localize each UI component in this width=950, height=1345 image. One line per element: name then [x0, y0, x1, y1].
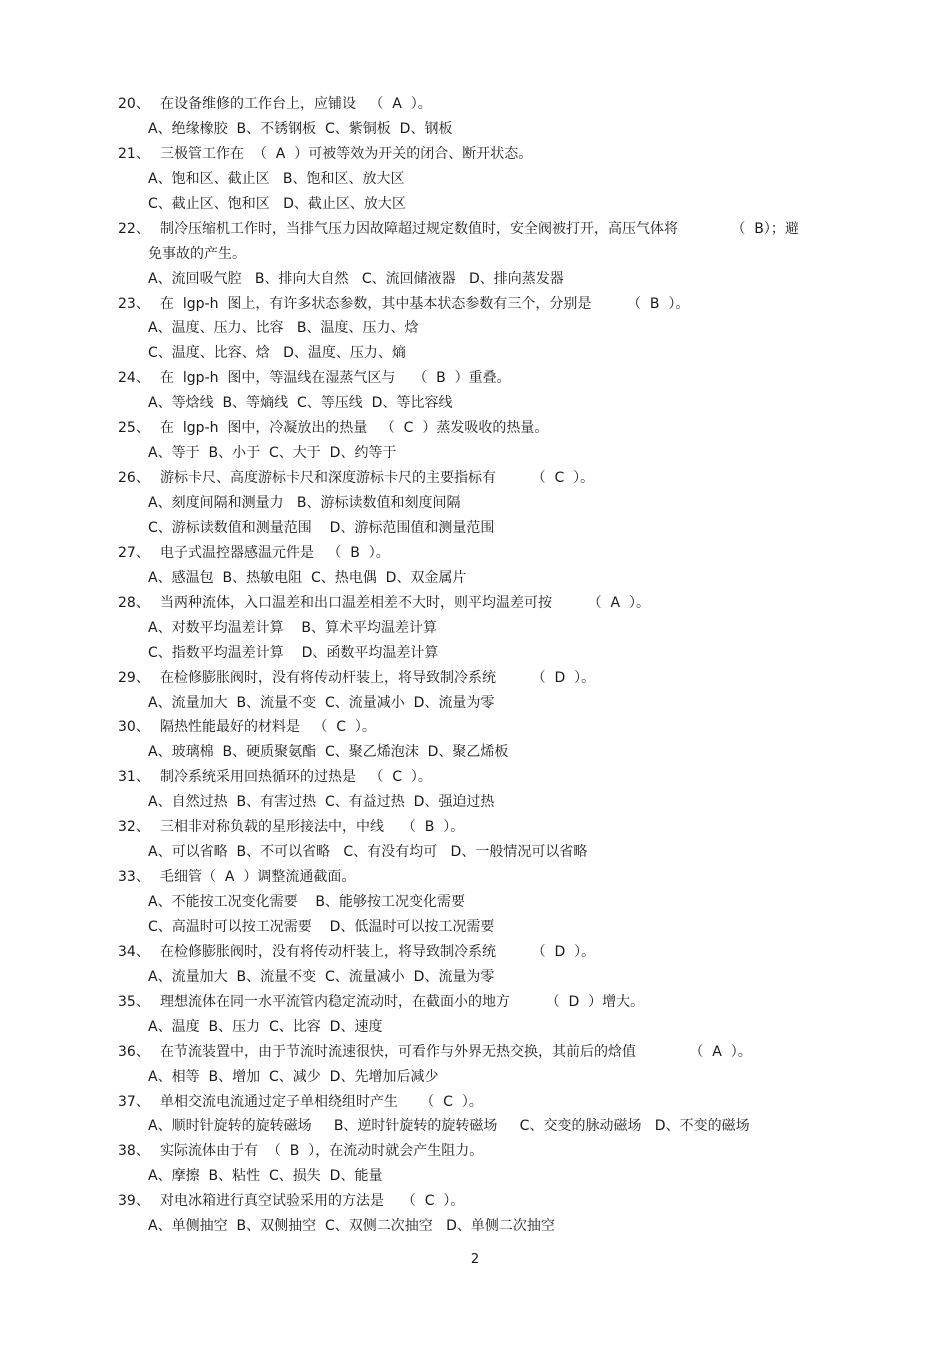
question-number: 33、 [118, 869, 150, 886]
answer-options: A、顺时针旋转的旋转磁场 B、逆时针旋转的旋转磁场 C、交变的脉动磁场 D、不变的磁场 [148, 1118, 750, 1135]
question-25 [118, 416, 863, 441]
question-text: 实际流体由于有 （ B ），在流动时就会产生阻力。 [160, 1143, 484, 1160]
answer-options: A、流量加大 B、流量不变 C、流量减小 D、流量为零 [148, 694, 495, 711]
question-text: 对电冰箱进行真空试验采用的方法是 （ C ）。 [160, 1193, 465, 1210]
answer-options: A、温度 B、压力 C、比容 D、速度 [148, 1018, 383, 1035]
question-list [118, 92, 863, 1239]
question-34 [118, 940, 863, 965]
question-text-continued: 免事故的产生。 [148, 245, 246, 262]
question-number: 29、 [118, 669, 150, 686]
question-number: 34、 [118, 943, 150, 960]
question-33 [118, 865, 863, 890]
answer-options: A、饱和区、截止区 B、饱和区、放大区 [148, 170, 405, 187]
question-number: 24、 [118, 370, 150, 387]
question-number: 30、 [118, 719, 150, 736]
answer-options: A、刻度间隔和测量力 B、游标读数值和刻度间隔 [148, 495, 461, 511]
answer-options: A、相等 B、增加 C、减少 D、先增加后减少 [148, 1068, 439, 1085]
answer-options: A、等焓线 B、等熵线 C、等压线 D、等比容线 [148, 395, 453, 412]
question-text: 三极管工作在 （ A ）可被等效为开关的闭合、断开状态。 [160, 145, 533, 162]
question-30 [118, 715, 863, 740]
question-number: 32、 [118, 819, 150, 836]
answer-options: A、等于 B、小于 C、大于 D、约等于 [148, 445, 397, 462]
question-text: 在检修膨胀阀时，没有将传动杆装上，将导致制冷系统 （ D ）。 [160, 669, 596, 686]
question-text: 在检修膨胀阀时，没有将传动杆装上，将导致制冷系统 （ D ）。 [160, 943, 596, 960]
question-number: 36、 [118, 1043, 150, 1060]
question-number: 31、 [118, 769, 150, 786]
question-text: 在 lgp-h 图中，冷凝放出的热量 （ C ）蒸发吸收的热量。 [160, 420, 549, 437]
question-37 [118, 1090, 863, 1115]
question-23 [118, 292, 863, 317]
question-text: 游标卡尺、高度游标卡尺和深度游标卡尺的主要指标有 （ C ）。 [160, 470, 595, 487]
question-35 [118, 990, 863, 1015]
question-number: 38、 [118, 1143, 150, 1160]
question-number: 37、 [118, 1093, 150, 1110]
answer-options: C、指数平均温差计算 D、函数平均温差计算 [148, 644, 439, 661]
question-31 [118, 765, 863, 790]
answer-options: A、摩擦 B、粘性 C、损失 D、能量 [148, 1168, 383, 1185]
question-text: 电子式温控器感温元件是 （ B ）。 [160, 544, 390, 561]
question-text: 在 lgp-h 图上，有许多状态参数，其中基本状态参数有三个，分别是 （ B ）。 [160, 295, 690, 312]
answer-options: A、绝缘橡胶 B、不锈钢板 C、紫铜板 D、钢板 [148, 120, 453, 137]
answer-options: C、温度、比容、焓 D、温度、压力、熵 [148, 345, 406, 362]
question-24 [118, 366, 863, 391]
question-number: 28、 [118, 594, 150, 611]
question-number: 26、 [118, 470, 150, 487]
question-text: 理想流体在同一水平流管内稳定流动时，在截面小的地方 （ D ）增大。 [160, 993, 645, 1010]
question-number: 21、 [118, 145, 150, 162]
question-39 [118, 1189, 863, 1214]
question-36 [118, 1040, 863, 1065]
question-38 [118, 1139, 863, 1164]
question-number: 20、 [118, 96, 150, 112]
question-22 [118, 217, 863, 242]
answer-options: A、不能按工况变化需要 B、能够按工况变化需要 [148, 894, 465, 910]
answer-options: C、截止区、饱和区 D、截止区、放大区 [148, 195, 406, 212]
question-text: 隔热性能最好的材料是 （ C ）。 [160, 719, 376, 736]
answer-options: C、游标读数值和测量范围 D、游标范围值和测量范围 [148, 519, 495, 536]
answer-options: A、可以省略 B、不可以省略 C、有没有均可 D、一般情况可以省略 [148, 844, 588, 861]
question-27 [118, 541, 863, 566]
answer-options: A、流回吸气腔 B、排向大自然 C、流回储液器 D、排向蒸发器 [148, 270, 564, 287]
question-21 [118, 142, 863, 167]
question-text: 制冷系统采用回热循环的过热是 （ C ）。 [160, 769, 432, 786]
question-32 [118, 815, 863, 840]
question-29 [118, 666, 863, 691]
question-text: 在设备维修的工作台上，应铺设 （ A ）。 [160, 96, 432, 112]
page-number: 2 [470, 1252, 480, 1267]
question-number: 35、 [118, 993, 150, 1010]
question-28 [118, 591, 863, 616]
question-number: 22、 [118, 220, 150, 237]
question-20 [118, 92, 863, 117]
question-26 [118, 466, 863, 491]
question-text: 毛细管（ A ）调整流通截面。 [160, 869, 356, 886]
question-number: 23、 [118, 295, 150, 312]
answer-options: A、玻璃棉 B、硬质聚氨酯 C、聚乙烯泡沫 D、聚乙烯板 [148, 744, 509, 761]
answer-options: A、单侧抽空 B、双侧抽空 C、双侧二次抽空 D、单侧二次抽空 [148, 1218, 555, 1235]
question-number: 25、 [118, 420, 150, 437]
question-text: 三相非对称负载的星形接法中，中线 （ B ）。 [160, 819, 465, 836]
question-number: 39、 [118, 1193, 150, 1210]
answer-options: A、温度、压力、比容 B、温度、压力、焓 [148, 320, 419, 337]
answer-options: C、高温时可以按工况需要 D、低温时可以按工况需要 [148, 918, 495, 935]
question-text: 单相交流电流通过定子单相绕组时产生 （ C ）。 [160, 1093, 483, 1110]
question-text: 在节流装置中，由于节流时流速很快，可看作与外界无热交换，其前后的焓值 （ A ）。 [160, 1043, 752, 1060]
question-text: 当两种流体，入口温差和出口温差相差不大时，则平均温差可按 （ A ）。 [160, 594, 650, 611]
answer-options: A、自然过热 B、有害过热 C、有益过热 D、强迫过热 [148, 794, 495, 811]
answer-options: A、流量加大 B、流量不变 C、流量减小 D、流量为零 [148, 968, 495, 985]
question-text: 制冷压缩机工作时，当排气压力因故障超过规定数值时，安全阀被打开，高压气体将 （ B）；避 [160, 220, 799, 237]
answer-options: A、感温包 B、热敏电阻 C、热电偶 D、双金属片 [148, 569, 467, 586]
answer-options: A、对数平均温差计算 B、算术平均温差计算 [148, 619, 437, 636]
question-number: 27、 [118, 544, 150, 561]
question-text: 在 lgp-h 图中，等温线在湿蒸气区与 （ B ）重叠。 [160, 370, 511, 387]
